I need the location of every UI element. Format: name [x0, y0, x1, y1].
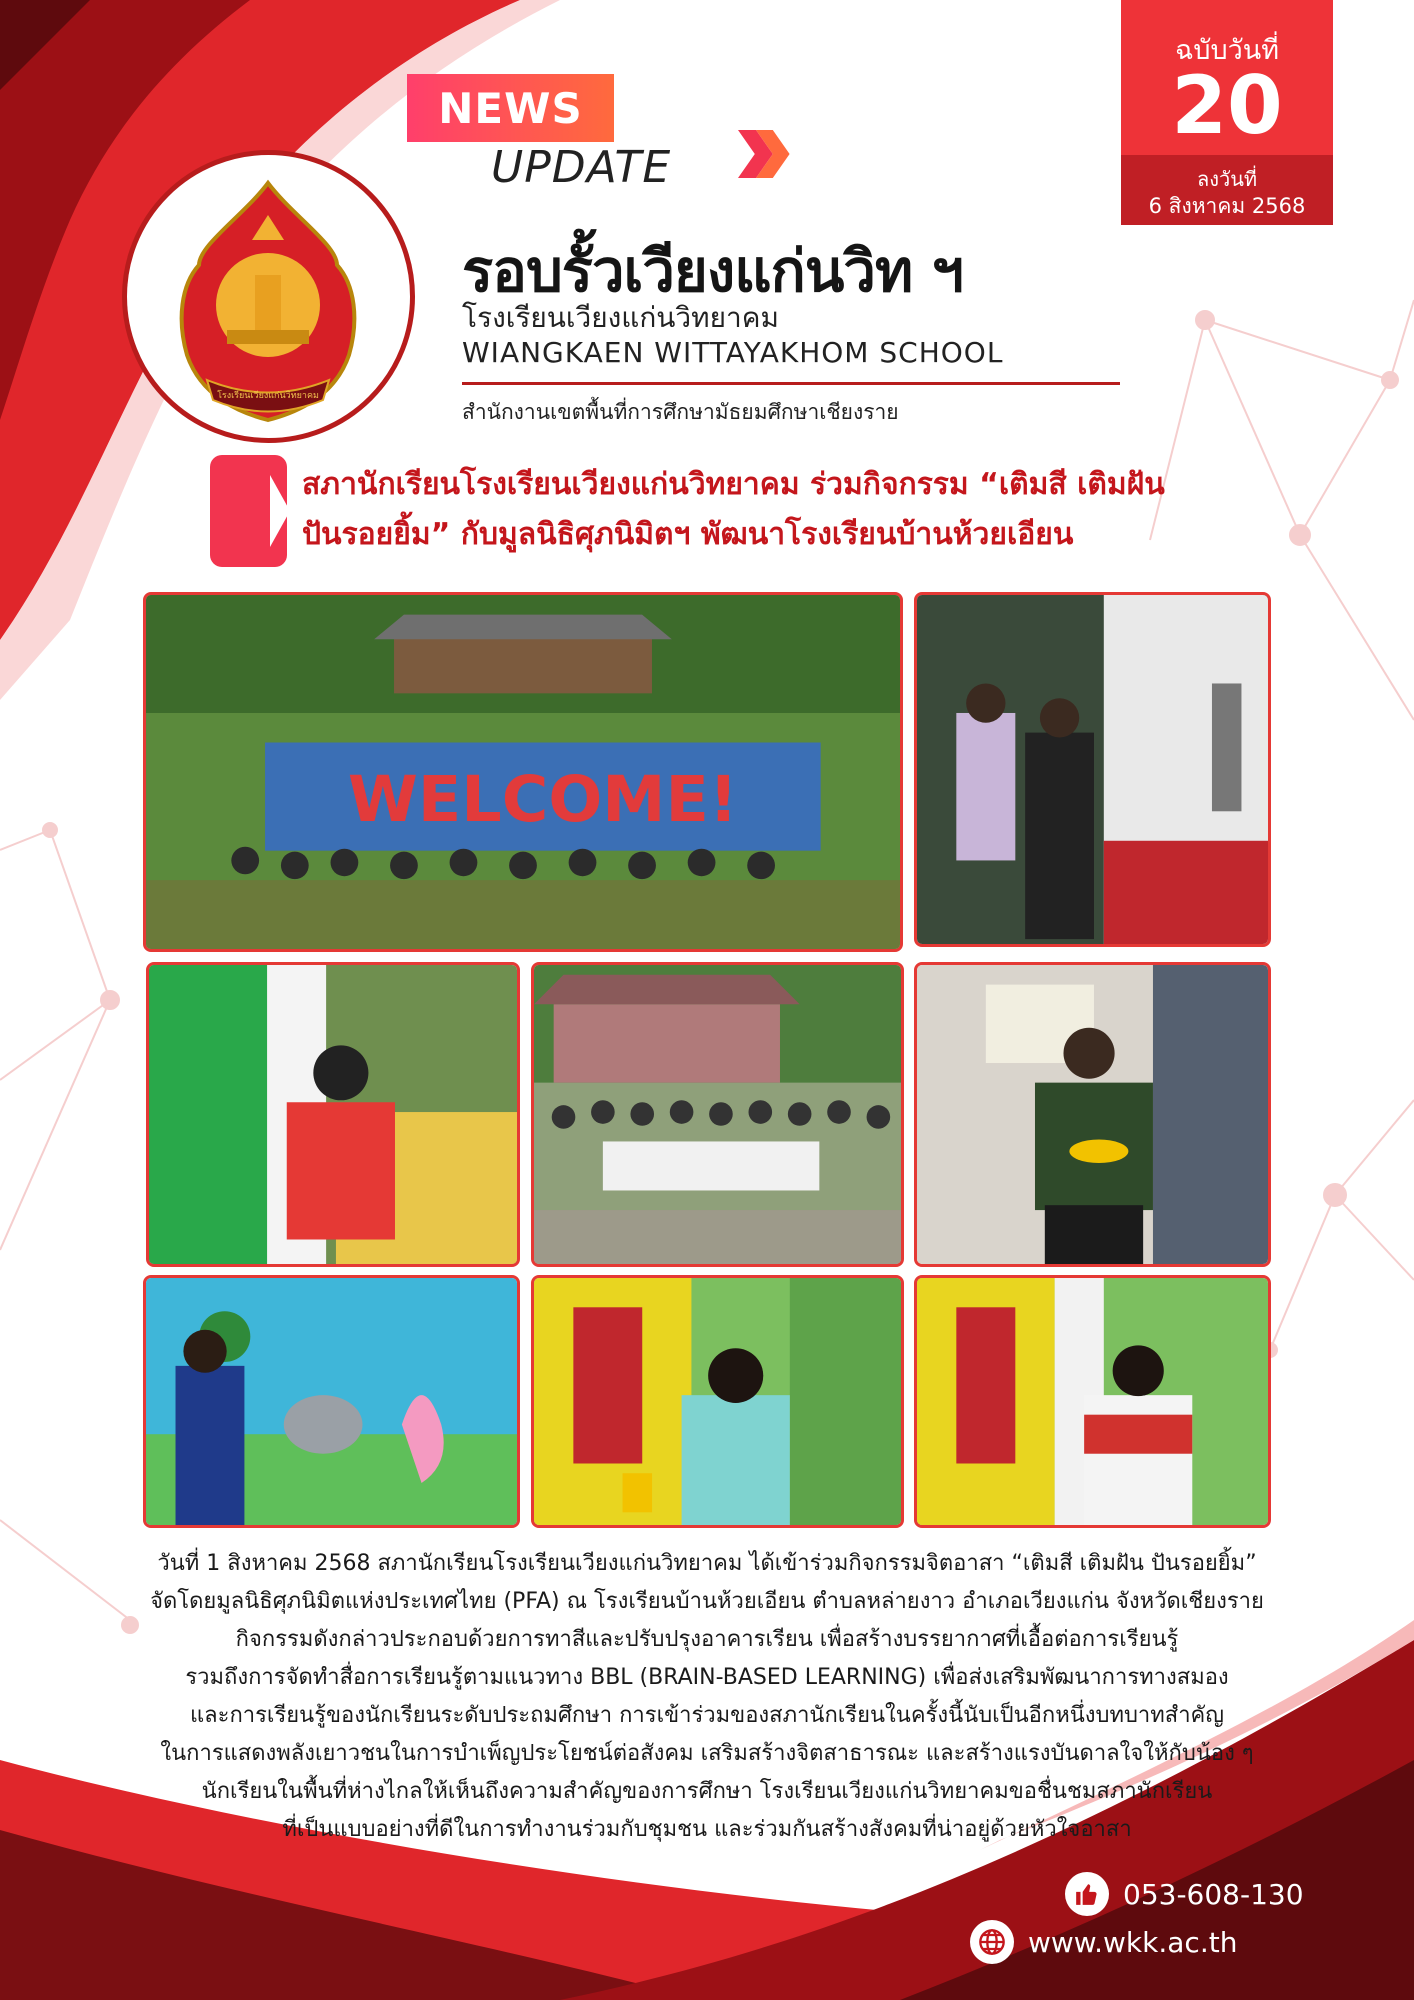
article-headline	[302, 460, 1322, 560]
like-icon	[1065, 1872, 1109, 1916]
website-url: www.wkk.ac.th	[1028, 1925, 1238, 1959]
issue-number: 20	[1171, 59, 1283, 152]
headline-tab-arrow	[270, 455, 290, 567]
photo-mural-animals	[143, 1275, 520, 1528]
photo-painting-sign	[146, 962, 520, 1267]
body-line-4: รวมถึงการจัดทำสื่อการเรียนรู้ตามแนวทาง BBL (BRAIN-BASED LEARNING) เพื่อส่งเสริมพัฒนาการทางสมอง	[185, 1665, 1229, 1690]
news-badge: NEWS	[407, 74, 614, 142]
issue-label: ฉบับวันที่	[1174, 35, 1280, 66]
body-line-5: และการเรียนรู้ของนักเรียนระดับประถมศึกษา การเข้าร่วมของสภานักเรียนในครั้งนี้นับเป็นอีกหนึ่งบทบาทสำคัญ	[189, 1703, 1225, 1728]
school-emblem-icon	[127, 155, 410, 438]
body-line-1: วันที่ 1 สิงหาคม 2568 สภานักเรียนโรงเรียนเวียงแก่นวิทยาคม ได้เข้าร่วมกิจกรรมจิตอาสา “เติมสี เติมฝัน ปันรอยยิ้ม”	[157, 1551, 1257, 1576]
contact-phone[interactable]	[1065, 1872, 1304, 1916]
issue-date: 6 สิงหาคม 2568	[1148, 194, 1306, 218]
body-line-8: ที่เป็นแบบอย่างที่ดีในการทำงานร่วมกับชุมชน และร่วมกันสร้างสังคมที่น่าอยู่ด้วยหัวใจอาสา	[282, 1817, 1132, 1842]
body-line-7: นักเรียนในพื้นที่ห่างไกลให้เห็นถึงความสำคัญของการศึกษา โรงเรียนเวียงแก่นวิทยาคมขอชื่นชมสภานักเรียน	[201, 1779, 1213, 1804]
chevron-right-icon	[720, 130, 810, 178]
globe-icon	[970, 1920, 1014, 1964]
newsletter-title: รอบรั้วเวียงแก่นวิท ฯ	[462, 237, 963, 305]
body-line-3: กิจกรรมดังกล่าวประกอบด้วยการทาสีและปรับปรุงอาคารเรียน เพื่อสร้างบรรยากาศที่เอื้อต่อการเรียนรู้	[235, 1627, 1179, 1652]
welcome-sign-text: WELCOME!	[347, 762, 738, 837]
issue-date-box	[1121, 155, 1333, 225]
body-line-2: จัดโดยมูลนิธิศุภนิมิตแห่งประเทศไทย (PFA) ณ โรงเรียนบ้านห้วยเอียน ตำบลหล่ายงาว อำเภอเวียงแก่น จังหวัดเชียงราย	[150, 1589, 1264, 1614]
logo-ribbon-text: โรงเรียนเวียงแก่นวิทยาคม	[217, 391, 319, 401]
school-logo	[122, 150, 415, 443]
update-label: UPDATE	[491, 142, 672, 193]
issue-box	[1121, 0, 1333, 225]
photo-student-paint-plate	[914, 962, 1271, 1267]
photo-welcome-group	[143, 592, 903, 952]
body-line-6: ในการแสดงพลังเยาวชนในการบำเพ็ญประโยชน์ต่อสังคม เสริมสร้างจิตสาธารณะ และสร้างแรงบันดาลใจให้กับน้อง ๆ	[160, 1741, 1254, 1766]
school-name-en: WIANGKAEN WITTAYAKHOM SCHOOL	[462, 336, 1004, 369]
issue-date-label: ลงวันที่	[1196, 167, 1258, 191]
headline-line-1: สภานักเรียนโรงเรียนเวียงแก่นวิทยาคม ร่วมกิจกรรม “เติมสี เติมฝัน	[302, 467, 1165, 502]
phone-number: 053-608-130	[1123, 1877, 1304, 1911]
headline-line-2: ปันรอยยิ้ม” กับมูลนิธิศุภนิมิตฯ พัฒนาโรงเรียนบ้านห้วยเอียน	[302, 517, 1074, 552]
masthead-divider	[462, 382, 1120, 385]
school-name-th: โรงเรียนเวียงแก่นวิทยาคม	[462, 301, 779, 334]
education-office: สำนักงานเขตพื้นที่การศึกษามัธยมศึกษาเชียงราย	[462, 400, 899, 424]
contact-website[interactable]	[970, 1920, 1237, 1964]
photo-student-painting-1	[531, 1275, 904, 1528]
photo-painting-wall	[914, 592, 1271, 947]
photo-student-painting-2	[914, 1275, 1271, 1528]
article-body	[90, 1545, 1324, 1849]
photo-donation-group	[531, 962, 904, 1267]
